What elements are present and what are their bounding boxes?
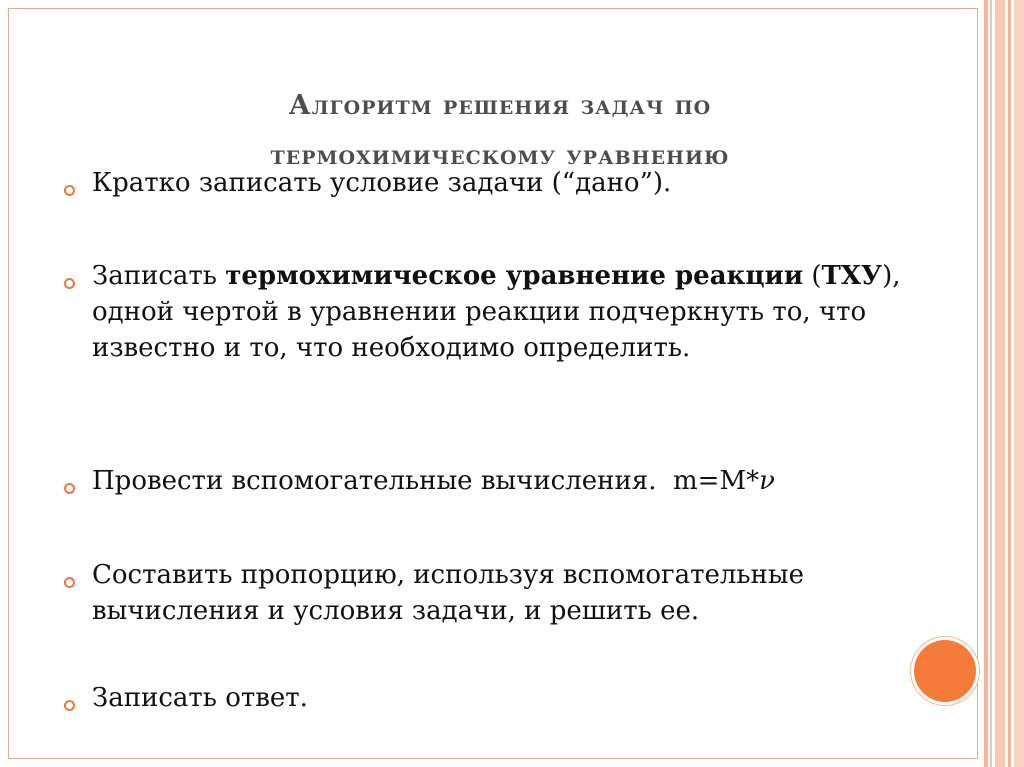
decorative-circle — [914, 640, 976, 702]
formula-prefix: m=M* — [673, 466, 760, 496]
bullet-item — [64, 165, 924, 201]
bullet-item — [64, 557, 924, 629]
bullet-text-part: Провести вспомогательные вычисления. — [92, 466, 657, 496]
bold-term: термохимическое уравнение реакции — [225, 261, 804, 291]
bullet-text-part: Записать — [92, 261, 226, 291]
bullet-text: Записать ответ. — [92, 683, 308, 713]
bullet-circle-icon — [64, 483, 75, 494]
bullet-text — [92, 258, 924, 366]
stripe — [984, 0, 988, 767]
bullet-circle-icon — [64, 700, 75, 711]
bullet-text-part: ( — [803, 261, 822, 291]
bullet-text — [92, 463, 924, 499]
bullet-item — [64, 463, 924, 499]
formula-variable: ν — [759, 466, 775, 496]
bullet-circle-icon — [64, 185, 75, 196]
stripe — [995, 0, 1005, 767]
title-line-2: термохимическому уравнению — [270, 140, 730, 172]
bullet-text-part: ), одной чертой в уравнении реакции подчеркнуть то, что известно и то, что необходимо определить. — [92, 261, 901, 363]
decorative-stripes — [984, 0, 1024, 767]
bullet-item — [64, 258, 924, 366]
bullet-item — [64, 680, 924, 716]
bullet-circle-icon — [64, 577, 75, 588]
title-line-1: Алгоритм решения задач по — [288, 90, 712, 122]
formula — [673, 466, 775, 496]
bullet-text: Кратко записать условие задачи (“дано”). — [92, 168, 672, 198]
bullet-text: Составить пропорцию, используя вспомогательные вычисления и условия задачи, и решить ее. — [92, 560, 804, 626]
stripe — [1014, 0, 1024, 767]
stripe — [990, 0, 992, 767]
bullet-circle-icon — [64, 278, 75, 289]
bold-abbreviation: ТХУ — [821, 261, 883, 291]
stripe — [1008, 0, 1011, 767]
